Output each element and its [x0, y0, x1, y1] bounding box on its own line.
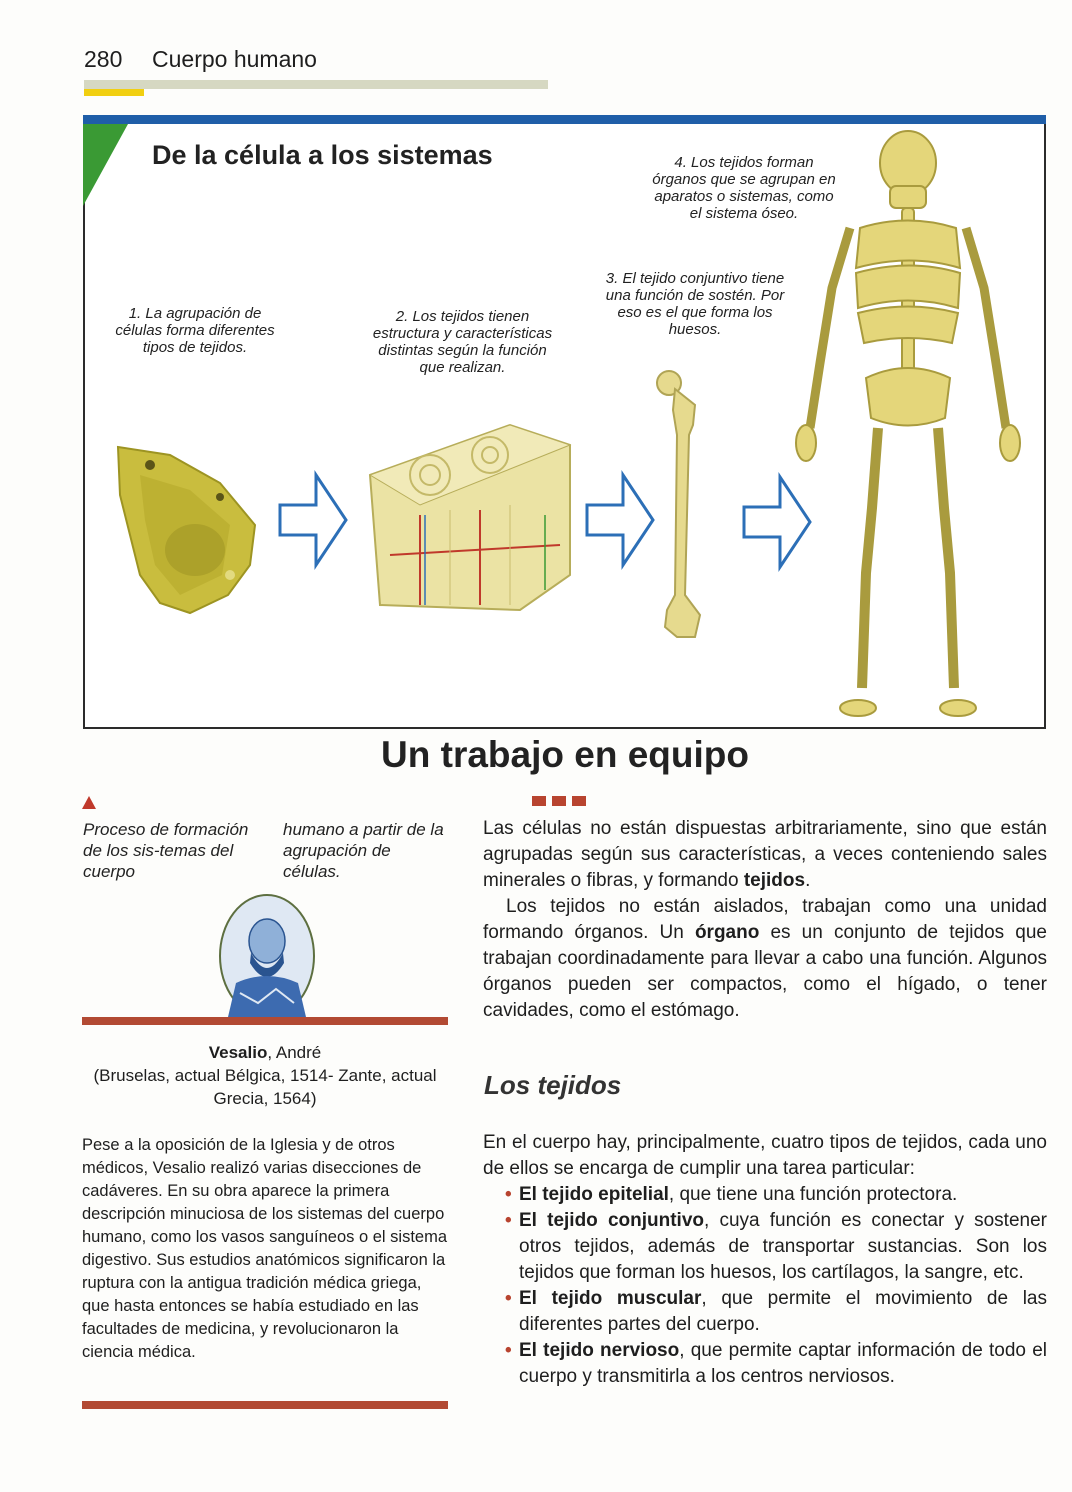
header-accent — [84, 89, 144, 96]
figure-caption-right: humano a partir de la agrupación de células. — [283, 820, 444, 881]
header-rule — [84, 80, 548, 89]
main-title: Un trabajo en equipo — [381, 734, 749, 775]
tissue-name: El tejido epitelial — [519, 1184, 669, 1205]
figure-top-bar — [83, 115, 1046, 124]
bone-cell-image — [110, 435, 260, 615]
intro-text — [483, 816, 1047, 1024]
list-item — [483, 1338, 1047, 1390]
tissue-desc: , cuya función es conectar y sostener otros tejidos, además de transportar sustancias. Son los tejidos que forman los huesos, los cartílagos, la sangre, etc. — [519, 1210, 1047, 1283]
triangle-up-icon — [82, 796, 96, 809]
bone-tissue-image — [360, 415, 575, 615]
tissue-desc: , que tiene una función protectora. — [668, 1184, 958, 1205]
list-item — [483, 1286, 1047, 1338]
page-number: 280 — [84, 46, 123, 72]
bullet-icon: • — [505, 1340, 512, 1361]
bio-name-rest: , André — [267, 1043, 322, 1062]
bio-bottom-rule — [82, 1401, 448, 1409]
tissues-intro: En el cuerpo hay, principalmente, cuatro tipos de tejidos, cada uno de ellos se encarga de cumplir una tarea particular: — [483, 1132, 1047, 1179]
text: . — [805, 870, 811, 891]
keyword: órgano — [694, 922, 760, 943]
tissue-name: El tejido nervioso — [519, 1340, 680, 1361]
caption-connective-tissue: 3. El tejido conjuntivo tiene una función de sostén. Por eso es el que forma los huesos. — [605, 270, 785, 338]
text: es un conjunto de tejidos que trabajan coordinadamente para llevar a cabo una función. Algunos órganos pueden ser compactos, como el hígado, o tener cavidades, como el estómago. — [483, 922, 1047, 1021]
bio-name: Vesalio — [208, 1043, 268, 1062]
section-title: Cuerpo humano — [152, 46, 317, 72]
tissue-list — [483, 1182, 1047, 1390]
keyword: tejidos — [743, 870, 806, 891]
text: Las células no están dispuestas arbitrariamente, sino que están agrupadas según sus características, a veces conteniendo sales minerales o fibras, y formando — [483, 818, 1047, 891]
title-ornament — [532, 793, 592, 811]
bio-dates: (Bruselas, actual Bélgica, 1514- Zante, actual Grecia, 1564) — [93, 1066, 437, 1108]
figure-corner-triangle — [83, 124, 128, 206]
tissues-section — [483, 1130, 1047, 1390]
tissue-desc: , que permite el movimiento de las diferentes partes del cuerpo. — [519, 1288, 1047, 1335]
arrow-right-icon — [278, 470, 348, 570]
bullet-icon: • — [505, 1184, 512, 1205]
tissue-name: El tejido muscular — [519, 1288, 702, 1309]
caption-cells: 1. La agrupación de células forma diferentes tipos de tejidos. — [115, 305, 275, 356]
femur-bone-image — [655, 365, 715, 645]
section-heading: Los tejidos — [484, 1070, 622, 1100]
list-item — [483, 1208, 1047, 1286]
caption-organs-systems: 4. Los tejidos forman órganos que se agrupan en aparatos o sistemas, como el sistema óseo. — [652, 154, 836, 222]
figure-caption-left: Proceso de formación de los sis-temas del cuerpo — [83, 820, 249, 881]
caption-tissues: 2. Los tejidos tienen estructura y características distintas según la función que realizan. — [372, 308, 553, 376]
arrow-right-icon — [585, 470, 655, 570]
human-skeleton-image — [780, 128, 1035, 723]
text: Los tejidos no están aislados, trabajan como una unidad formando órganos. Un — [483, 896, 1047, 943]
figure-title: De la célula a los sistemas — [152, 140, 493, 170]
list-item — [483, 1182, 1047, 1208]
tissue-name: El tejido conjuntivo — [519, 1210, 704, 1231]
bullet-icon: • — [505, 1288, 512, 1309]
bullet-icon: • — [505, 1210, 512, 1231]
bio-header — [82, 1041, 448, 1110]
paragraph — [483, 816, 1047, 894]
bio-text: Pese a la oposición de la Iglesia y de otros médicos, Vesalio realizó varias disecciones de cadáveres. En su obra aparece la primera descripción minuciosa de los sistemas del cuerpo humano, como los vasos sanguíneos o el sistema digestivo. Sus estudios anatómicos significaron la ruptura con la antigua tradición médica griega, que hasta entonces se había estudiado en las facultades de medicina, y revolucionaron la ciencia médica. — [82, 1136, 448, 1361]
tissue-desc: , que permite captar información de todo el cuerpo y transmitirla a los centros nerviosos. — [519, 1340, 1047, 1387]
vesalio-portrait — [218, 893, 316, 1019]
paragraph — [483, 894, 1047, 1024]
bio-top-rule — [82, 1017, 448, 1025]
